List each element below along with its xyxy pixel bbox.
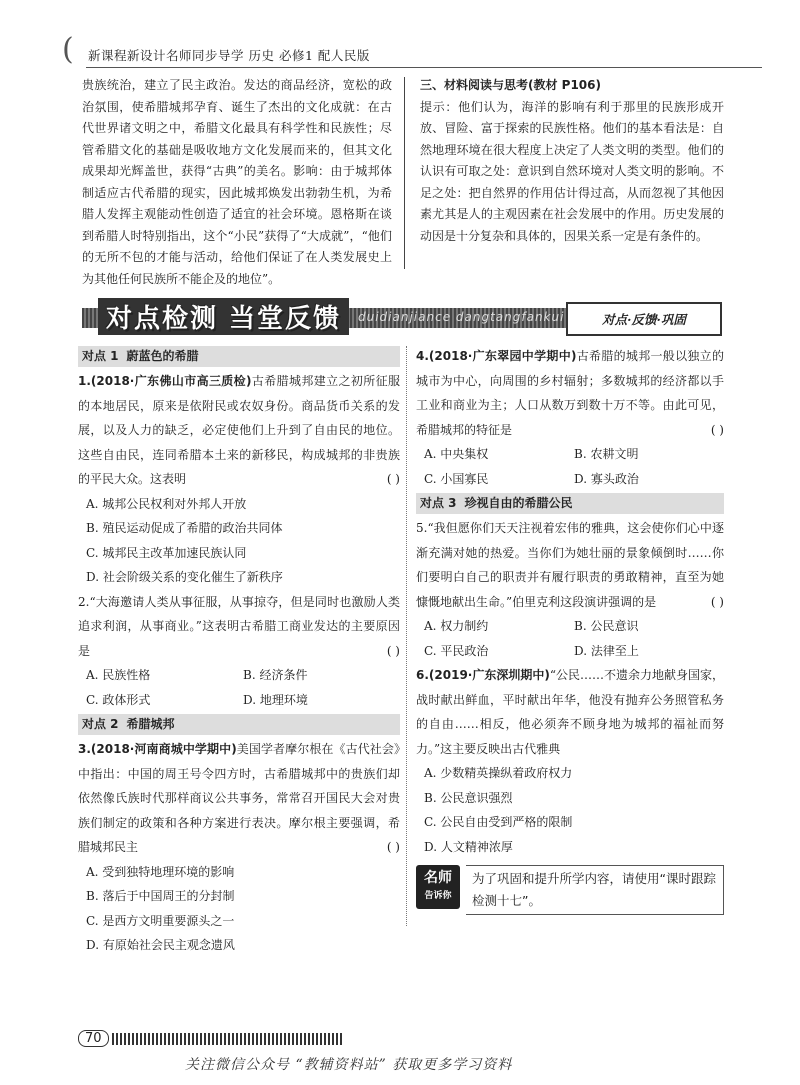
q6-option-b: B. 公民意识强烈 xyxy=(424,790,513,805)
q5-text: 5.“我但愿你们天天注视着宏伟的雅典，这会使你们心中逐渐充满对她的热爱。当你们为她壮丽的景象倾倒时……你们要明白自己的职责并有履行职责的勇敢精神，直至为她慷慨地献出生命。”伯里克利这段演讲强调的是 xyxy=(416,521,724,609)
q2-answer-blank: ( ) xyxy=(386,643,400,658)
q1-option-c: C. 城邦民主改革加速民族认同 xyxy=(86,545,247,560)
q5-option-b: B. 公民意识 xyxy=(574,619,639,633)
page-header xyxy=(62,34,762,68)
q3-option-c: C. 是西方文明重要源头之一 xyxy=(86,913,235,928)
q2-options-row-2 xyxy=(86,688,400,713)
column-divider-lower xyxy=(406,346,407,926)
q5-option-d: D. 法律至上 xyxy=(574,643,639,658)
q1-option-d: D. 社会阶级关系的变化催生了新秩序 xyxy=(86,570,283,584)
q3-option-b: B. 落后于中国周王的分封制 xyxy=(86,889,235,903)
topic-2-label: 对点 2 xyxy=(82,717,119,731)
q4-options-row-1 xyxy=(424,442,724,467)
question-1 xyxy=(78,369,400,492)
q6-option-a: A. 少数精英操纵着政府权力 xyxy=(424,766,573,780)
q2-text: 2.“大海邀请人类从事征服，从事掠夺，但是同时也激励人类追求利润，从事商业。”这表明古希腊工商业发达的主要原因是 xyxy=(78,594,400,658)
q3-answer-blank: ( ) xyxy=(386,840,400,854)
q2-option-a: A. 民族性格 xyxy=(86,668,151,682)
topic-1-label: 对点 1 xyxy=(82,349,119,363)
header-rule xyxy=(86,67,762,68)
q6-option-c: C. 公民自由受到严格的限制 xyxy=(424,815,573,829)
q1-answer-blank: ( ) xyxy=(386,472,400,486)
q1-option-a: A. 城邦公民权利对外邦人开放 xyxy=(86,496,247,511)
right-column xyxy=(416,344,724,915)
q4-source: 4.(2018·广东翠园中学期中) xyxy=(416,349,577,363)
q3-option-a: A. 受到独特地理环境的影响 xyxy=(86,864,235,879)
topic-2-header xyxy=(78,714,400,735)
page-number: 70 xyxy=(78,1030,109,1047)
topic-2-title: 希腊城邦 xyxy=(126,717,175,731)
question-2 xyxy=(78,590,400,664)
top-left-text: 贵族统治，建立了民主政治。发达的商品经济，宽松的政治氛围，使希腊城邦孕育、诞生了杰出的文化成就：在古代世界诸文明之中，希腊文化最具有科学性和民族性；尽管希腊文化的基础是吸收地方文化发展而来的，但其文化成果却光辉盖世，获得“古典”的美名。影响：由于城邦体制适应古代希腊的现实，因此城邦焕发出勃勃生机，为希腊人发挥主观能动性创造了适宜的社会环境。恩格斯在谈到希腊人时特别指出，这个“小民”获得了“大成就”，“他们的无所不包的才能与活动，给他们保证了在人类发展史上为其他任何民族所不能企及的地位”。 xyxy=(82,78,392,286)
question-4 xyxy=(416,344,724,442)
q2-option-d: D. 地理环境 xyxy=(243,692,308,707)
top-right-text: 提示：他们认为，海洋的影响有利于那里的民族形成开放、冒险、富于探索的民族性格。他们的基本看法是：自然地理环境在很大程度上决定了人类文明的类型。他们的认识有可取之处：意识到自然环境对人类文明的影响。不足之处：把自然界的作用估计得过高，从而忽视了其他因素尤其是人的主观因素在社会发展中的作用。历史发展的动因是十分复杂和具体的，因果关系一定是有条件的。 xyxy=(420,99,724,243)
banner-tag: 对点·反馈·巩固 xyxy=(566,302,722,336)
question-6 xyxy=(416,663,724,761)
q1-option-b: B. 殖民运动促成了希腊的政治共同体 xyxy=(86,521,283,535)
q6-text: “公民……不遗余力地献身国家，战时献出鲜血，平时献出年华，他没有抛弃公务照管私务的自由……相反，他必须奔不顾身地为城邦的福祉而努力。”这主要反映出古代雅典 xyxy=(416,668,724,756)
top-left-column xyxy=(82,75,392,290)
column-divider xyxy=(404,77,405,269)
banner-pinyin: duidianjiance dangtangfankui xyxy=(358,310,565,324)
q4-option-d: D. 寡头政治 xyxy=(574,471,639,486)
tip-icon-text-1: 名师 xyxy=(424,870,452,886)
section-3-title: 三、材料阅读与思考(教材 P106) xyxy=(420,78,601,92)
q5-option-a: A. 权力制约 xyxy=(424,619,489,633)
q4-option-b: B. 农耕文明 xyxy=(574,447,639,461)
tip-icon-text-2: 告诉你 xyxy=(424,891,452,901)
q3-source: 3.(2018·河南商城中学期中) xyxy=(78,742,237,756)
q4-options-row-2 xyxy=(424,467,724,492)
q5-options-row-1 xyxy=(424,614,724,639)
q2-options-row-1 xyxy=(86,663,400,688)
q4-option-a: A. 中央集权 xyxy=(424,447,489,461)
q6-option-d: D. 人文精神浓厚 xyxy=(424,839,513,854)
q4-answer-blank: ( ) xyxy=(710,422,724,437)
question-5 xyxy=(416,516,724,614)
q2-option-c: C. 政体形式 xyxy=(86,692,151,707)
teacher-tip-text: 为了巩固和提升所学内容，请使用“课时跟踪检测十七”。 xyxy=(466,865,724,915)
topic-3-label: 对点 3 xyxy=(420,496,457,510)
q1-text: 古希腊城邦建立之初所征服的本地居民，原来是依附民或农奴身份。商品货币关系的发展，以及人力的缺乏，必定使他们上升到了自由民的地位。这些自由民，连同希腊本土来的新移民，构成城邦的非贵族的平民大众。这表明 xyxy=(78,374,400,486)
page-number-bar xyxy=(112,1033,342,1045)
topic-3-header xyxy=(416,493,724,514)
q4-text: 古希腊的城邦一般以独立的城市为中心，向周围的乡村辐射；多数城邦的经济都以手工业和商业为主；人口从数万到数十万不等。由此可见，希腊城邦的特征是 xyxy=(416,349,724,437)
footer-note: 关注微信公众号 “教辅资料站” 获取更多学习资料 xyxy=(185,1057,513,1073)
question-3 xyxy=(78,737,400,860)
q1-source: 1.(2018·广东佛山市高三质检) xyxy=(78,374,252,388)
topic-1-title: 蔚蓝色的希腊 xyxy=(126,349,199,363)
banner-title: 对点检测 当堂反馈 xyxy=(98,298,349,335)
q3-text: 美国学者摩尔根在《古代社会》中指出：中国的周王号令四方时，古希腊城邦中的贵族们却依然像氏族时代那样商议公共事务，常常召开国民大会对贵族们制定的政策和各种方案进行表决。摩尔根主要强调，希腊城邦民主 xyxy=(78,742,400,854)
q2-option-b: B. 经济条件 xyxy=(243,668,308,682)
topic-1-header xyxy=(78,346,400,367)
q3-option-d: D. 有原始社会民主观念遗风 xyxy=(86,938,235,952)
q6-source: 6.(2019·广东深圳期中) xyxy=(416,668,550,682)
q5-answer-blank: ( ) xyxy=(710,594,724,609)
teacher-tip xyxy=(416,865,724,915)
teacher-tip-icon xyxy=(416,865,460,909)
header-title: 新课程新设计名师同步导学 历史 必修1 配人民版 xyxy=(88,48,370,63)
top-right-column xyxy=(420,75,724,247)
left-column xyxy=(78,344,400,958)
q5-options-row-2 xyxy=(424,639,724,664)
topic-3-title: 珍视自由的希腊公民 xyxy=(464,496,573,510)
header-bracket: ( xyxy=(62,32,74,67)
section-banner xyxy=(82,296,722,338)
q5-option-c: C. 平民政治 xyxy=(424,643,489,658)
top-section xyxy=(82,75,724,286)
q4-option-c: C. 小国寡民 xyxy=(424,471,489,486)
